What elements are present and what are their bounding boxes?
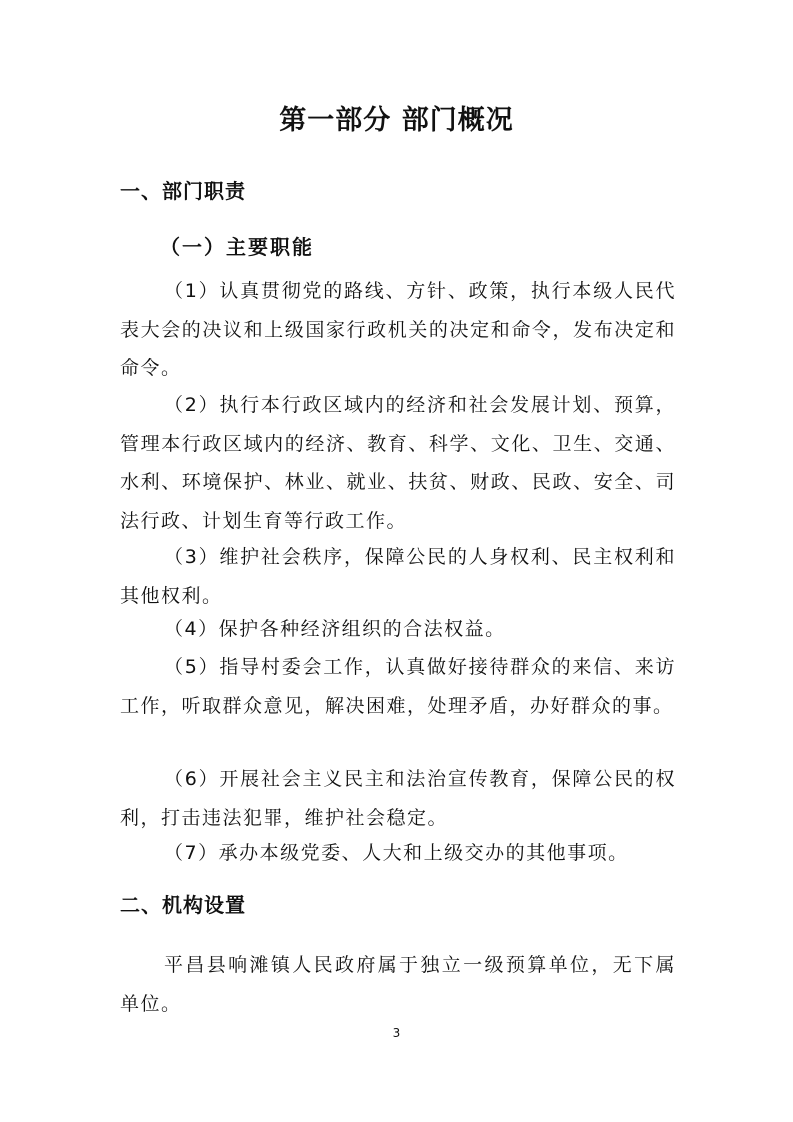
paragraph-organization: 平昌县响滩镇人民政府属于独立一级预算单位，无下属单位。	[120, 954, 676, 1015]
page-title: 第一部分 部门概况	[279, 105, 514, 136]
section-heading-duties: 一、部门职责	[120, 179, 246, 203]
section-heading-organization: 二、机构设置	[120, 893, 246, 917]
paragraph-function-2: （2）执行本行政区域内的经济和社会发展计划、预算，管理本行政区域内的经济、教育、科学、文化、卫生、交通、水利、环境保护、林业、就业、扶贫、财政、民政、安全、司法行政、计划生育等行政工作。	[120, 394, 676, 532]
page-number: 3	[392, 1026, 401, 1040]
paragraph-function-5: （5）指导村委会工作，认真做好接待群众的来信、来访工作，听取群众意见，解决困难，处理矛盾，办好群众的事。	[120, 656, 676, 717]
paragraph-function-3: （3）维护社会秩序，保障公民的人身权利、民主权利和其他权利。	[120, 546, 676, 607]
paragraph-function-4: （4）保护各种经济组织的合法权益。	[164, 618, 506, 640]
paragraph-function-1: （1）认真贯彻党的路线、方针、政策，执行本级人民代表大会的决议和上级国家行政机关的决定和命令，发布决定和命令。	[120, 280, 676, 380]
paragraph-function-7: （7）承办本级党委、人大和上级交办的其他事项。	[164, 842, 629, 864]
subheading-main-functions: （一）主要职能	[160, 235, 314, 259]
paragraph-function-6: （6）开展社会主义民主和法治宣传教育，保障公民的权利，打击违法犯罪，维护社会稳定。	[120, 768, 676, 829]
